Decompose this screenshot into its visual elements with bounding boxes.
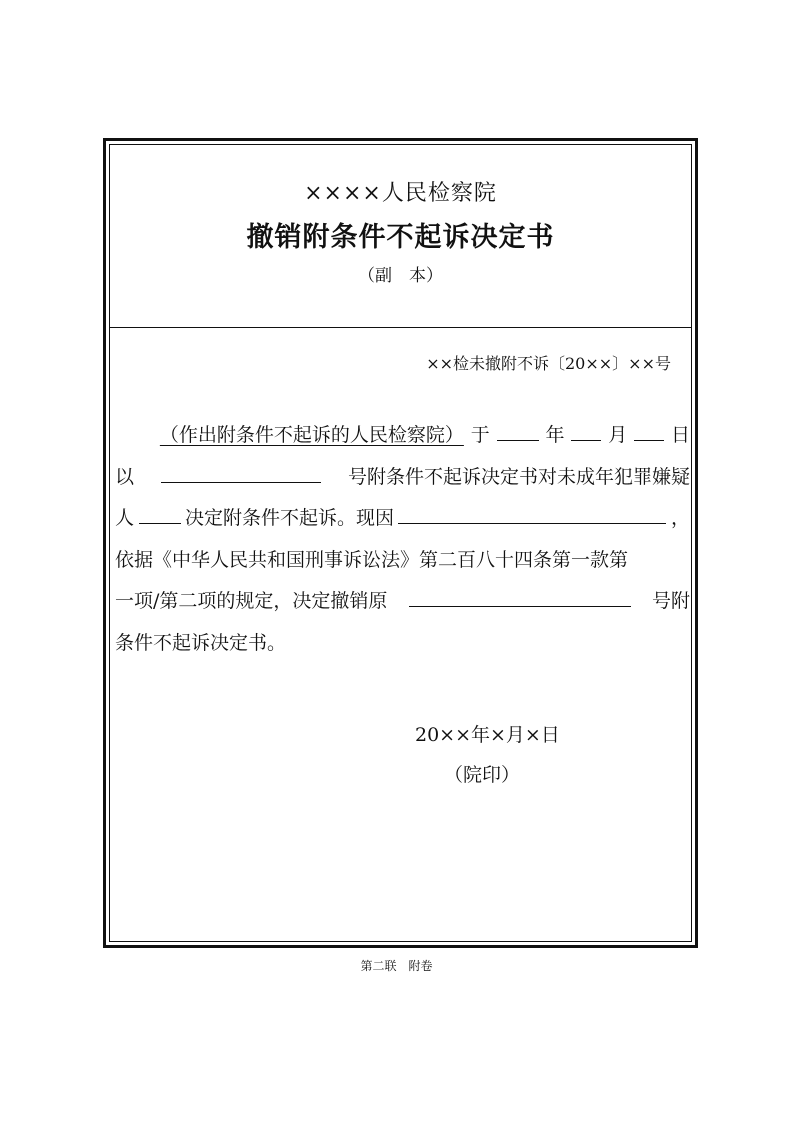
document-inner-border xyxy=(109,144,692,942)
body-line-4 xyxy=(115,540,690,582)
text-yu: 于 xyxy=(470,424,490,446)
body-line-2 xyxy=(115,457,690,499)
copy-label: （副 本） xyxy=(358,266,443,286)
text-line-2: 号附条件不起诉决定书对未成年犯罪嫌疑 xyxy=(347,465,690,488)
text-ren: 人 xyxy=(115,507,135,529)
text-month: 月 xyxy=(608,424,628,446)
text-line-4: 依据《中华人民共和国刑事诉讼法》第二百八十四条第一款第 xyxy=(115,548,629,571)
text-year: 年 xyxy=(545,424,565,446)
blank-year[interactable] xyxy=(497,418,539,441)
text-comma: ， xyxy=(670,507,690,529)
signature-date: 20××年×月×日 xyxy=(415,724,560,746)
document-number: ××检未撤附不诉〔20××〕××号 xyxy=(426,354,671,373)
document-title: 撤销附条件不起诉决定书 xyxy=(246,222,555,253)
document-header xyxy=(110,145,691,328)
blank-decision-number[interactable] xyxy=(161,460,321,483)
text-line-5b: 号附 xyxy=(651,590,690,612)
body-line-3 xyxy=(115,498,690,540)
body-line-6 xyxy=(115,623,690,665)
text-line-6: 条件不起诉决定书。 xyxy=(115,631,287,654)
text-yi: 以 xyxy=(115,465,135,488)
document-frame xyxy=(103,138,698,948)
copy-footer: 第二联 附卷 xyxy=(360,959,433,973)
blank-suspect-name[interactable] xyxy=(139,501,181,524)
blank-original-decision[interactable] xyxy=(409,584,631,607)
court-seal-label: （院印） xyxy=(444,764,521,786)
text-day: 日 xyxy=(670,424,690,446)
document-body xyxy=(115,415,690,664)
blank-reason[interactable] xyxy=(398,501,666,524)
issuing-procuratorate-placeholder: （作出附条件不起诉的人民检察院） xyxy=(159,424,464,446)
procuratorate-name: ××××人民检察院 xyxy=(304,181,497,206)
blank-day[interactable] xyxy=(634,418,664,441)
text-line-3: 决定附条件不起诉。现因 xyxy=(184,507,394,529)
body-line-1 xyxy=(115,415,690,457)
blank-month[interactable] xyxy=(571,418,601,441)
text-line-5a: 一项/第二项的规定，决定撤销原 xyxy=(115,590,388,612)
body-line-5 xyxy=(115,581,690,623)
